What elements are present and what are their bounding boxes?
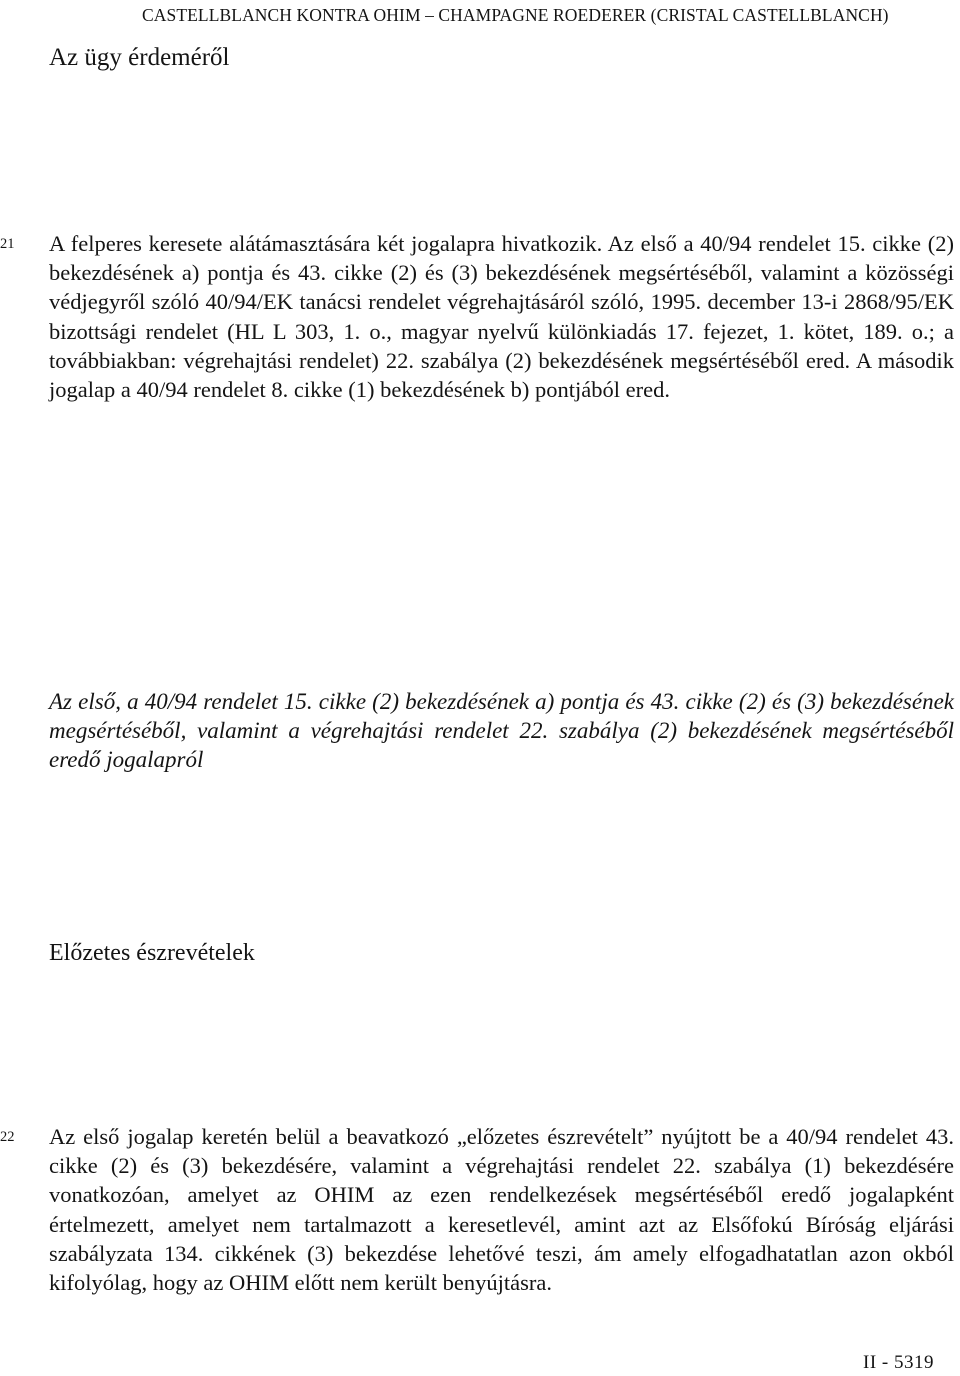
paragraph-22	[0, 1122, 954, 1297]
plea-heading: Az első, a 40/94 rendelet 15. cikke (2) bekezdésének a) pontja és 43. cikke (2) és (3) bekezdésének megsértéséből, valamint a végrehajtási rendelet 22. szabálya (2) bekezdésének megsértéséből eredő jogalapról	[49, 689, 954, 773]
page-number: II - 5319	[863, 1352, 934, 1373]
paragraph-text: Az első jogalap keretén belül a beavatkozó „előzetes észrevételt” nyújtott be a 40/94 rendelet 43. cikke (2) és (3) bekezdésére, valamint a végrehajtási rendelet 22. szabálya (1) bekezdésére vonatkozóan, amelyet az OHIM az ezen rendelkezések megsértéséből eredő jogalapként értelmezett, amelyet nem tartalmazott a keresetlevél, amint azt az Elsőfokú Bíróság eljárási szabályzata 134. cikkének (3) bekezdése lehetővé teszi, ám amely elfogadhatatlan azon okból kifolyólag, hogy az OHIM előtt nem került benyújtásra.	[49, 1124, 954, 1296]
paragraph-number: 22	[0, 1129, 15, 1145]
paragraph-21	[0, 229, 954, 404]
paragraph-number: 21	[0, 236, 15, 252]
running-header: CASTELLBLANCH KONTRA OHIM – CHAMPAGNE ROEDERER (CRISTAL CASTELLBLANCH)	[142, 5, 889, 25]
section-heading-merits: Az ügy érdeméről	[49, 44, 230, 71]
paragraph-text: A felperes keresete alátámasztására két jogalapra hivatkozik. Az első a 40/94 rendelet 15. cikke (2) bekezdésének a) pontja és 43. cikke (2) és (3) bekezdésének megsértéséből, valamint a közösségi védjegyről szóló 40/94/EK tanácsi rendelet végrehajtásáról szóló, 1995. december 13-i 2868/95/EK bizottsági rendelet (HL L 303, 1. o., magyar nyelvű különkiadás 17. fejezet, 1. kötet, 189. o.; a továbbiakban: végrehajtási rendelet) 22. szabálya (2) bekezdésének megsértéséből ered. A második jogalap a 40/94 rendelet 8. cikke (1) bekezdésének b) pontjából ered.	[49, 231, 954, 403]
section-heading-preliminary: Előzetes észrevételek	[49, 940, 255, 966]
